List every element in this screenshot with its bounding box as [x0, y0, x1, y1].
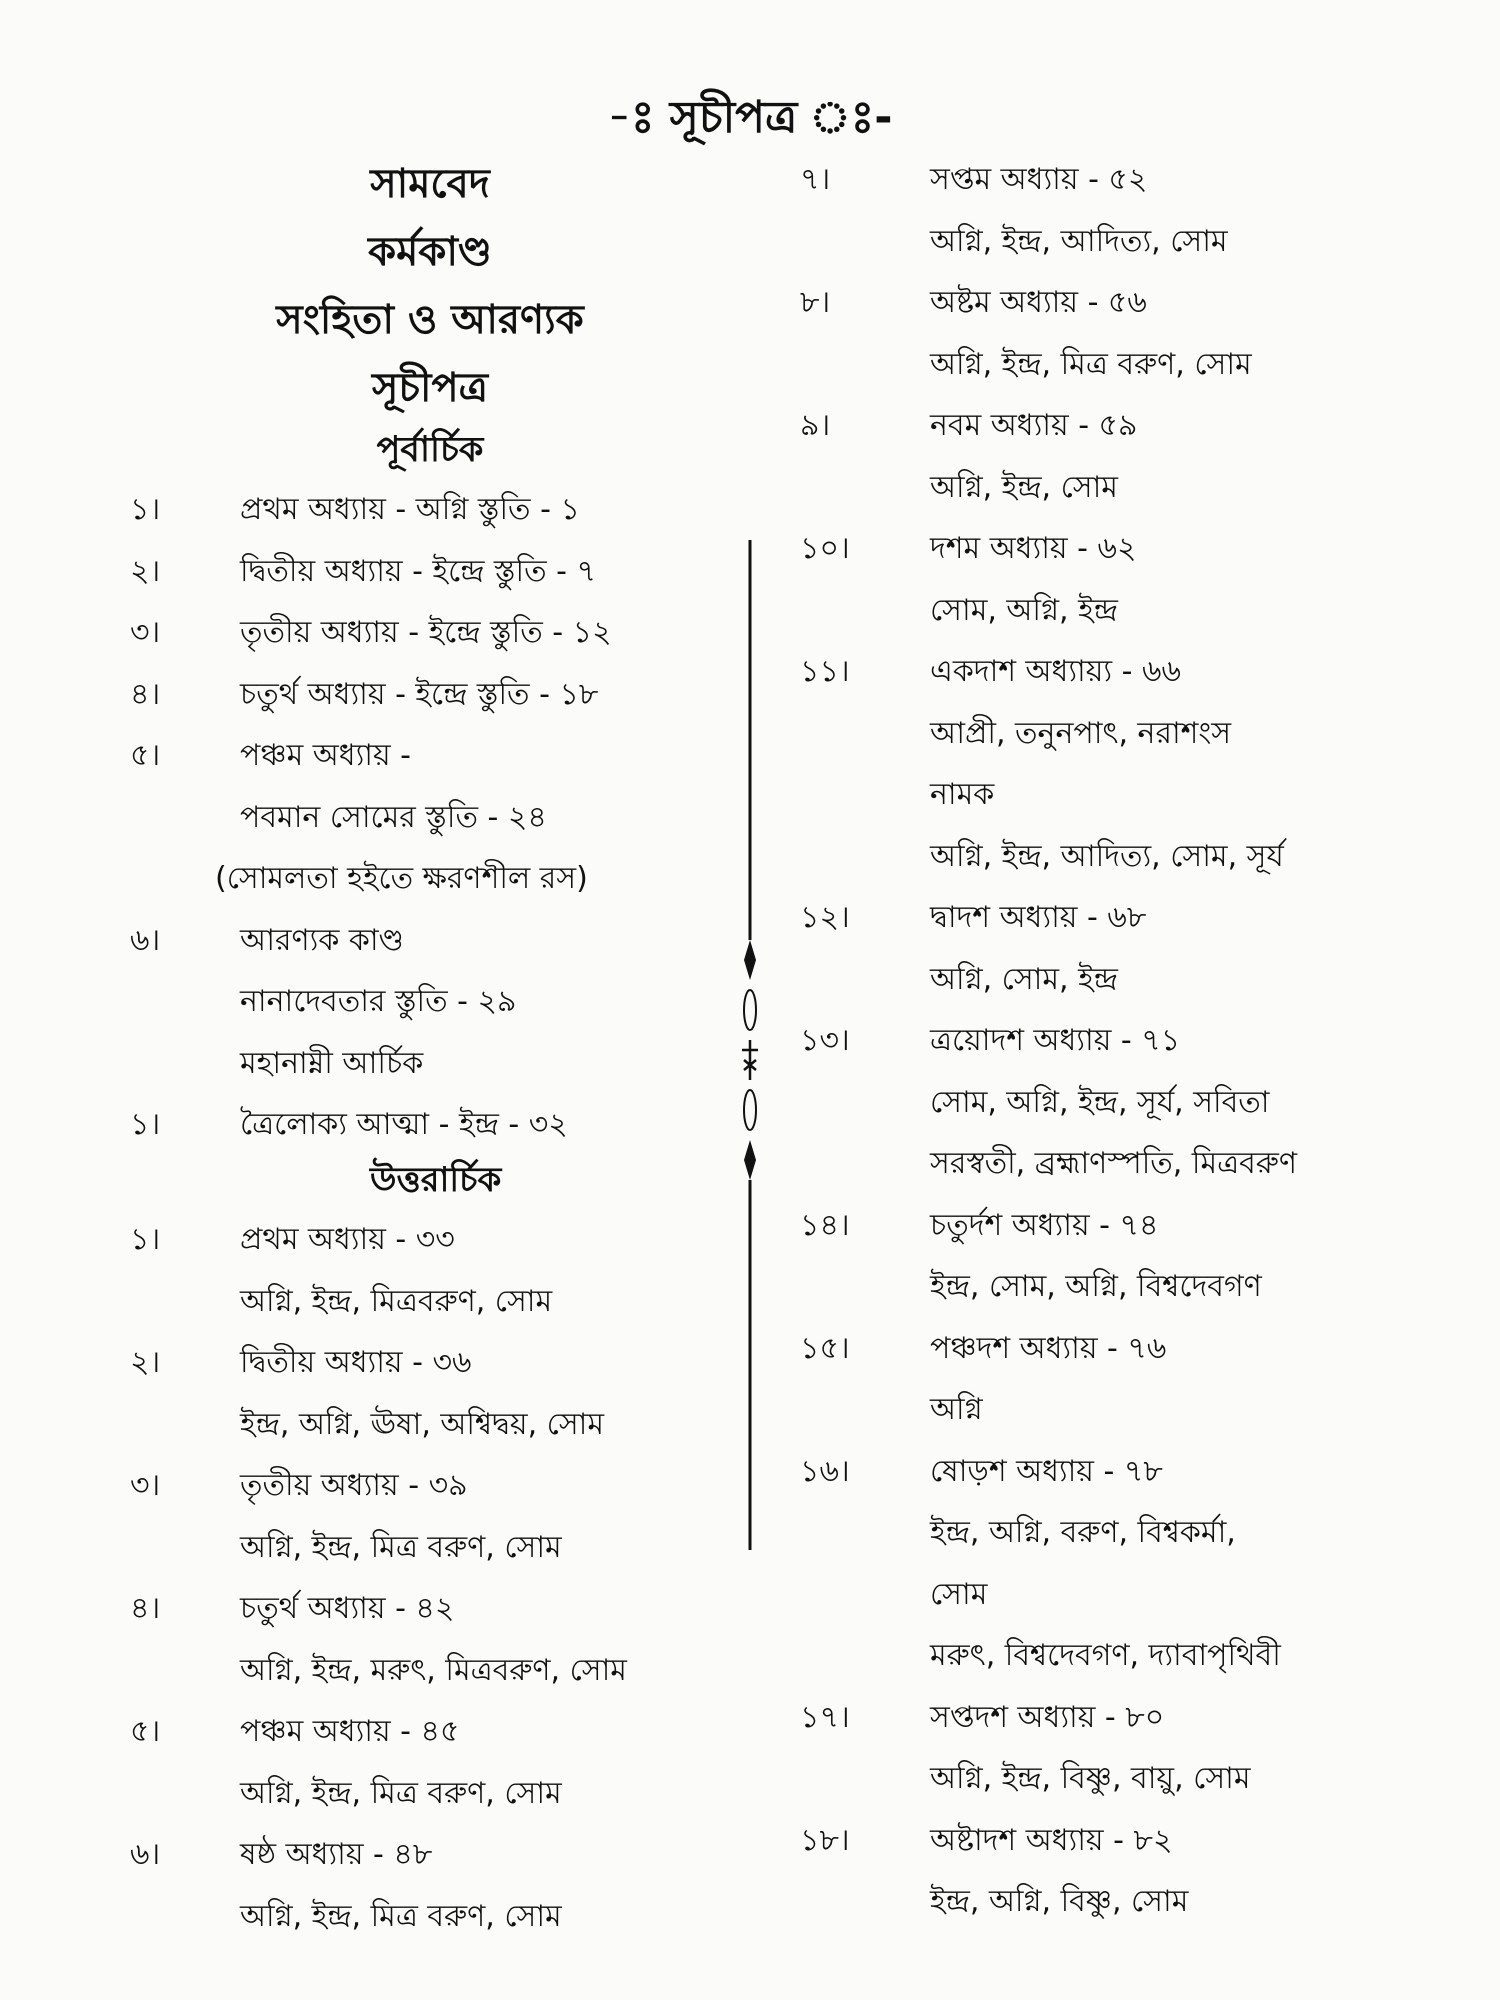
toc-text: অষ্টম অধ্যায় - ৫৬ — [930, 285, 1147, 320]
toc-text: তৃতীয় অধ্যায় - ৩৯ — [240, 1468, 468, 1503]
toc-text: অগ্নি, ইন্দ্র, সোম — [930, 469, 1118, 505]
heading-samaveda: সামবেদ — [370, 161, 490, 207]
toc-number: ৫। — [130, 738, 161, 773]
toc-number: ৯। — [800, 408, 831, 443]
toc-text: নামক — [930, 777, 995, 812]
toc-text: দ্বিতীয় অধ্যায় - ইন্দ্রে স্তুতি - ৭ — [240, 553, 597, 589]
toc-number: ১৭। — [800, 1699, 850, 1735]
toc-text: সপ্তদশ অধ্যায় - ৮০ — [930, 1699, 1165, 1735]
toc-number: ১১। — [800, 654, 850, 689]
heading-suchipatra: সূচীপত্র — [372, 365, 488, 411]
toc-text: মরুৎ, বিশ্বদেবগণ, দ্যাবাপৃথিবী — [930, 1638, 1281, 1673]
toc-number: ১৮। — [800, 1822, 850, 1858]
toc-number: ৬। — [130, 1837, 161, 1872]
heading-purvarchik: পূর্বার্চিক — [376, 430, 484, 470]
toc-text: অগ্নি, ইন্দ্র, মিত্র বরুণ, সোম — [240, 1898, 562, 1934]
toc-number: ৪। — [130, 676, 161, 712]
toc-text: ষষ্ঠ অধ্যায় - ৪৮ — [240, 1837, 433, 1872]
toc-number: ১৬। — [800, 1453, 850, 1489]
toc-text: ইন্দ্র, অগ্নি, বিষ্ণু, সোম — [930, 1884, 1189, 1919]
toc-number: ১। — [130, 1222, 161, 1257]
toc-text: ইন্দ্র, অগ্নি, বরুণ, বিশ্বকর্মা, — [930, 1515, 1236, 1550]
heading-karmakanda: কর্মকাণ্ড — [368, 229, 492, 275]
toc-text: আপ্রী, তনুনপাৎ, নরাশংস — [930, 715, 1232, 751]
toc-number: ১। — [130, 1107, 161, 1142]
toc-number: ৩। — [130, 1468, 161, 1503]
heading-uttararchik: উত্তরার্চিক — [370, 1159, 502, 1200]
heading-samhita: সংহিতা ও আরণ্যক — [276, 297, 584, 343]
toc-number: ১০। — [800, 531, 850, 566]
toc-text: পঞ্চম অধ্যায় - — [240, 738, 412, 773]
toc-number: ১। — [130, 492, 161, 527]
toc-text: প্রথম অধ্যায় - অগ্নি স্তুতি - ১ — [240, 492, 580, 527]
toc-text: অগ্নি, ইন্দ্র, মিত্র বরুণ, সোম — [240, 1529, 562, 1565]
toc-text: সোম, অগ্নি, ইন্দ্র, সূর্য, সবিতা — [930, 1084, 1270, 1120]
toc-text: সরস্বতী, ব্রহ্মাণস্পতি, মিত্রবরুণ — [930, 1146, 1298, 1181]
toc-text: দশম অধ্যায় - ৬২ — [930, 531, 1137, 566]
toc-text: চতুর্থ অধ্যায় - ইন্দ্রে স্তুতি - ১৮ — [240, 676, 599, 712]
toc-text: একদাশ অধ্যায়্য - ৬৬ — [930, 654, 1182, 689]
toc-text: ত্রৈলোক্য আত্মা - ইন্দ্র - ৩২ — [240, 1107, 568, 1142]
toc-number: ১৪। — [800, 1207, 850, 1243]
toc-text: আরণ্যক কাণ্ড — [240, 922, 404, 958]
toc-text: অগ্নি, ইন্দ্র, আদিত্য, সোম — [930, 223, 1228, 259]
ornamental-divider — [742, 540, 758, 1550]
toc-number: ৩। — [130, 615, 161, 650]
toc-number: ১২। — [800, 900, 850, 935]
toc-number: ২। — [130, 1345, 161, 1380]
toc-text: অগ্নি, সোম, ইন্দ্র — [930, 961, 1118, 997]
toc-text: অগ্নি — [930, 1392, 983, 1427]
toc-text: অগ্নি, ইন্দ্র, মিত্র বরুণ, সোম — [240, 1775, 562, 1811]
toc-number: ২। — [130, 553, 161, 589]
toc-text: ইন্দ্র, অগ্নি, ঊষা, অশ্বিদ্বয়, সোম — [240, 1406, 605, 1442]
toc-text: সোম, অগ্নি, ইন্দ্র — [930, 592, 1118, 628]
toc-number: ৬। — [130, 922, 161, 958]
left-headings — [150, 150, 710, 478]
toc-text: ইন্দ্র, সোম, অগ্নি, বিশ্বদেবগণ — [930, 1269, 1262, 1304]
toc-text: অষ্টাদশ অধ্যায় - ৮২ — [930, 1822, 1173, 1858]
toc-text: অগ্নি, ইন্দ্র, মিত্রবরুণ, সোম — [240, 1283, 553, 1319]
toc-number: ১৫। — [800, 1330, 850, 1366]
toc-text: অগ্নি, ইন্দ্র, বিষ্ণু, বায়ু, সোম — [930, 1761, 1251, 1796]
toc-text: ত্রয়োদশ অধ্যায় - ৭১ — [930, 1023, 1181, 1058]
toc-number: ৪। — [130, 1591, 161, 1626]
toc-text: দ্বাদশ অধ্যায় - ৬৮ — [930, 900, 1147, 935]
toc-text: সপ্তম অধ্যায় - ৫২ — [930, 162, 1148, 197]
toc-text: ষোড়শ অধ্যায় - ৭৮ — [930, 1453, 1163, 1489]
toc-text: অগ্নি, ইন্দ্র, মরুৎ, মিত্রবরুণ, সোম — [240, 1652, 627, 1688]
toc-number: ৫। — [130, 1714, 161, 1749]
toc-text: সোম — [930, 1576, 988, 1612]
toc-text: তৃতীয় অধ্যায় - ইন্দ্রে স্তুতি - ১২ — [240, 615, 612, 650]
toc-text: চতুর্দশ অধ্যায় - ৭৪ — [930, 1207, 1159, 1243]
toc-text: মহানাম্নী আর্চিক — [240, 1045, 424, 1081]
toc-number: ৮। — [800, 285, 831, 320]
toc-number: ৭। — [800, 162, 831, 197]
toc-text: পঞ্চম অধ্যায় - ৪৫ — [240, 1714, 460, 1749]
toc-text: চতুর্থ অধ্যায় - ৪২ — [240, 1591, 455, 1626]
toc-text: পঞ্চদশ অধ্যায় - ৭৬ — [930, 1330, 1167, 1366]
toc-text: অগ্নি, ইন্দ্র, মিত্র বরুণ, সোম — [930, 346, 1252, 382]
toc-text: (সোমলতা হইতে ক্ষরণশীল রস) — [215, 861, 588, 896]
toc-text: পবমান সোমের স্তুতি - ২৪ — [240, 799, 547, 835]
toc-number: ১৩। — [800, 1023, 850, 1058]
toc-text: নবম অধ্যায় - ৫৯ — [930, 408, 1138, 443]
toc-text: দ্বিতীয় অধ্যায় - ৩৬ — [240, 1345, 472, 1380]
toc-text: অগ্নি, ইন্দ্র, আদিত্য, সোম, সূর্য — [930, 838, 1284, 874]
page-title: -ঃ সূচীপত্র ঃ- — [607, 92, 893, 143]
toc-text: নানাদেবতার স্তুতি - ২৯ — [240, 984, 517, 1019]
toc-text: প্রথম অধ্যায় - ৩৩ — [240, 1222, 455, 1257]
